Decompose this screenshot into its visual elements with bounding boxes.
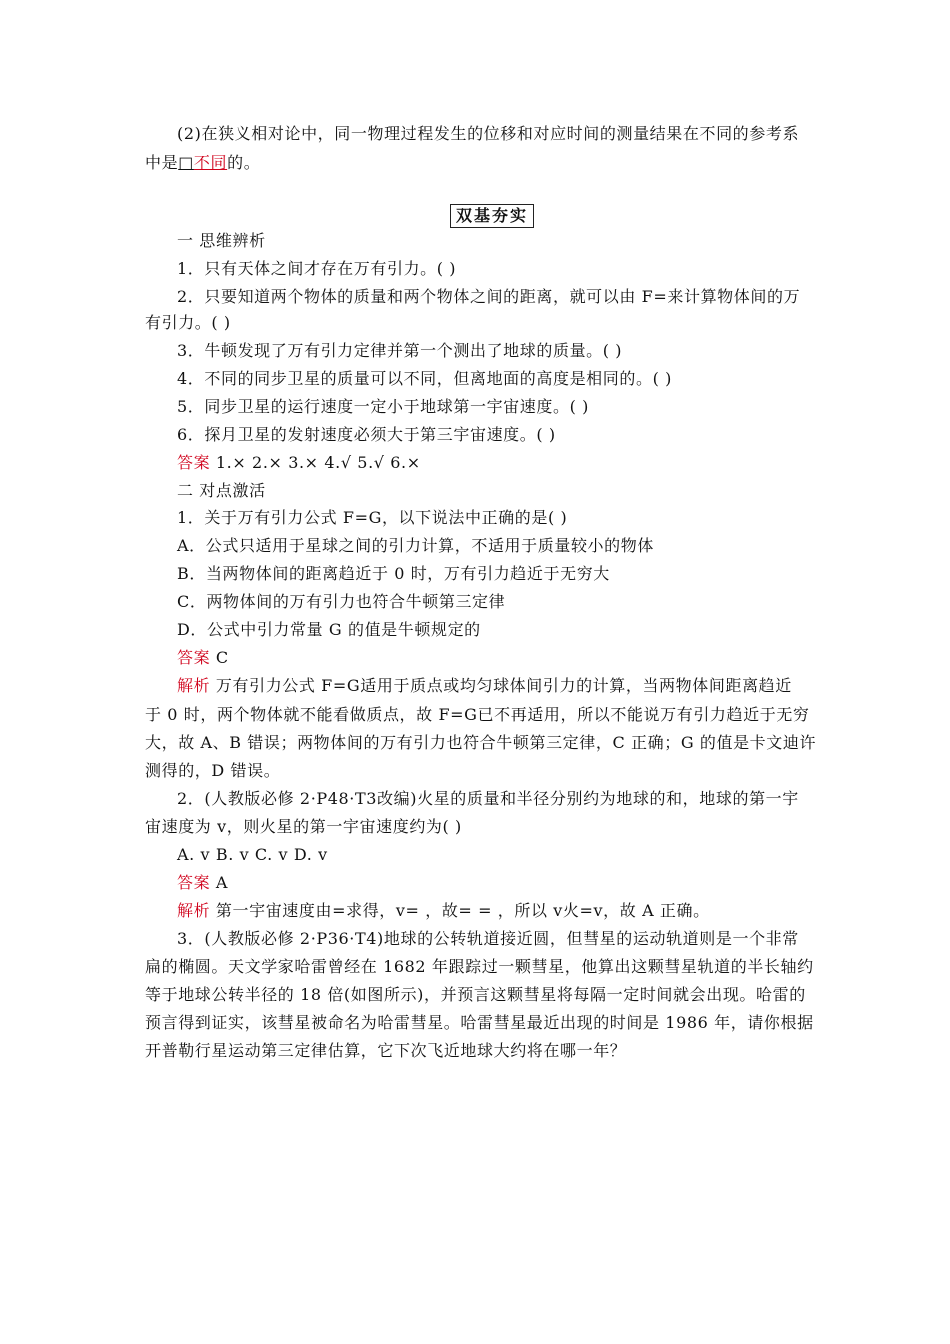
q3-line-5: 开普勒行星运动第三定律估算，它下次飞近地球大约将在哪一年？ bbox=[145, 1041, 627, 1060]
q1-option-c: C．两物体间的万有引力也符合牛顿第三定律 bbox=[177, 592, 506, 611]
part2-heading: 二 对点激活 bbox=[177, 481, 266, 500]
q3-line-3: 等于地球公转半径的 18 倍(如图所示)，并预言这颗彗星将每隔一定时间就会出现。哈雷的 bbox=[145, 985, 806, 1004]
part1-answer bbox=[177, 453, 847, 473]
part1-item-4: 4．不同的同步卫星的质量可以不同，但离地面的高度是相同的。( ) bbox=[177, 369, 672, 388]
analysis-text: 万有引力公式 F=G适用于质点或均匀球体间引力的计算，当两物体间距离趋近 bbox=[210, 676, 792, 695]
answer-label: 答案 bbox=[177, 453, 211, 472]
q1-stem: 1．关于万有引力公式 F=G，以下说法中正确的是( ) bbox=[177, 508, 568, 527]
q2-stem-1: 2．(人教版必修 2·P48·T3改编)火星的质量和半径分别约为地球的和，地球的第一宇 bbox=[177, 789, 799, 808]
intro-line-2-prefix: 中是 bbox=[145, 153, 179, 172]
q2-stem-2: 宙速度为 v，则火星的第一宇宙速度约为( ) bbox=[145, 817, 462, 836]
q1-option-a: A．公式只适用于星球之间的引力计算，不适用于质量较小的物体 bbox=[177, 536, 654, 555]
q1-analysis-4: 测得的，D 错误。 bbox=[145, 761, 281, 780]
q3-line-1: 3．(人教版必修 2·P36·T4)地球的公转轨道接近圆，但彗星的运动轨道则是一个非常 bbox=[177, 929, 799, 948]
answer-label: 答案 bbox=[177, 648, 211, 667]
analysis-label: 解析 bbox=[177, 676, 211, 695]
part1-item-1: 1．只有天体之间才存在万有引力。( ) bbox=[177, 259, 457, 278]
analysis-text: 第一宇宙速度由=求得，v= ，故= = ，所以 v火=v，故 A 正确。 bbox=[210, 901, 710, 920]
intro-line-1: (2)在狭义相对论中，同一物理过程发生的位移和对应时间的测量结果在不同的参考系 bbox=[177, 124, 800, 143]
fill-in-answer: 不同 bbox=[193, 153, 228, 172]
q3-line-4: 预言得到证实，该彗星被命名为哈雷彗星。哈雷彗星最近出现的时间是 1986 年，请你根据 bbox=[145, 1013, 814, 1032]
part1-item-6: 6．探月卫星的发射速度必须大于第三宇宙速度。( ) bbox=[177, 425, 556, 444]
q1-answer bbox=[177, 648, 847, 668]
intro-line-2-suffix: 的。 bbox=[227, 153, 261, 172]
q1-analysis-3: 大，故 A、B 错误；两物体间的万有引力也符合牛顿第三定律，C 正确；G 的值是卡文迪许 bbox=[145, 733, 817, 752]
q1-option-d: D．公式中引力常量 G 的值是牛顿规定的 bbox=[177, 620, 481, 639]
answer-box: □ bbox=[178, 153, 194, 172]
answer-text: 1.× 2.× 3.× 4.√ 5.√ 6.× bbox=[210, 453, 421, 472]
answer-text: A bbox=[210, 873, 229, 892]
q1-analysis-1 bbox=[177, 676, 847, 696]
intro-line-2 bbox=[145, 153, 815, 173]
part1-item-3: 3．牛顿发现了万有引力定律并第一个测出了地球的质量。( ) bbox=[177, 341, 623, 360]
analysis-label: 解析 bbox=[177, 901, 211, 920]
part1-item-2: 2．只要知道两个物体的质量和两个物体之间的距离，就可以由 F=来计算物体间的万 bbox=[177, 287, 801, 306]
answer-text: C bbox=[210, 648, 229, 667]
q1-analysis-2: 于 0 时，两个物体就不能看做质点，故 F=G已不再适用，所以不能说万有引力趋近于无穷 bbox=[145, 705, 810, 724]
section-title: 双基夯实 bbox=[450, 204, 534, 228]
q2-answer bbox=[177, 873, 847, 893]
q3-line-2: 扁的椭圆。天文学家哈雷曾经在 1682 年跟踪过一颗彗星，他算出这颗彗星轨道的半长轴约 bbox=[145, 957, 814, 976]
q2-analysis bbox=[177, 901, 847, 921]
part1-heading: 一 思维辨析 bbox=[177, 231, 266, 250]
q2-options: A. v B. v C. v D. v bbox=[177, 845, 328, 864]
part1-item-2-cont: 有引力。( ) bbox=[145, 313, 231, 332]
q1-option-b: B．当两物体间的距离趋近于 0 时，万有引力趋近于无穷大 bbox=[177, 564, 610, 583]
part1-item-5: 5．同步卫星的运行速度一定小于地球第一宇宙速度。( ) bbox=[177, 397, 589, 416]
answer-label: 答案 bbox=[177, 873, 211, 892]
